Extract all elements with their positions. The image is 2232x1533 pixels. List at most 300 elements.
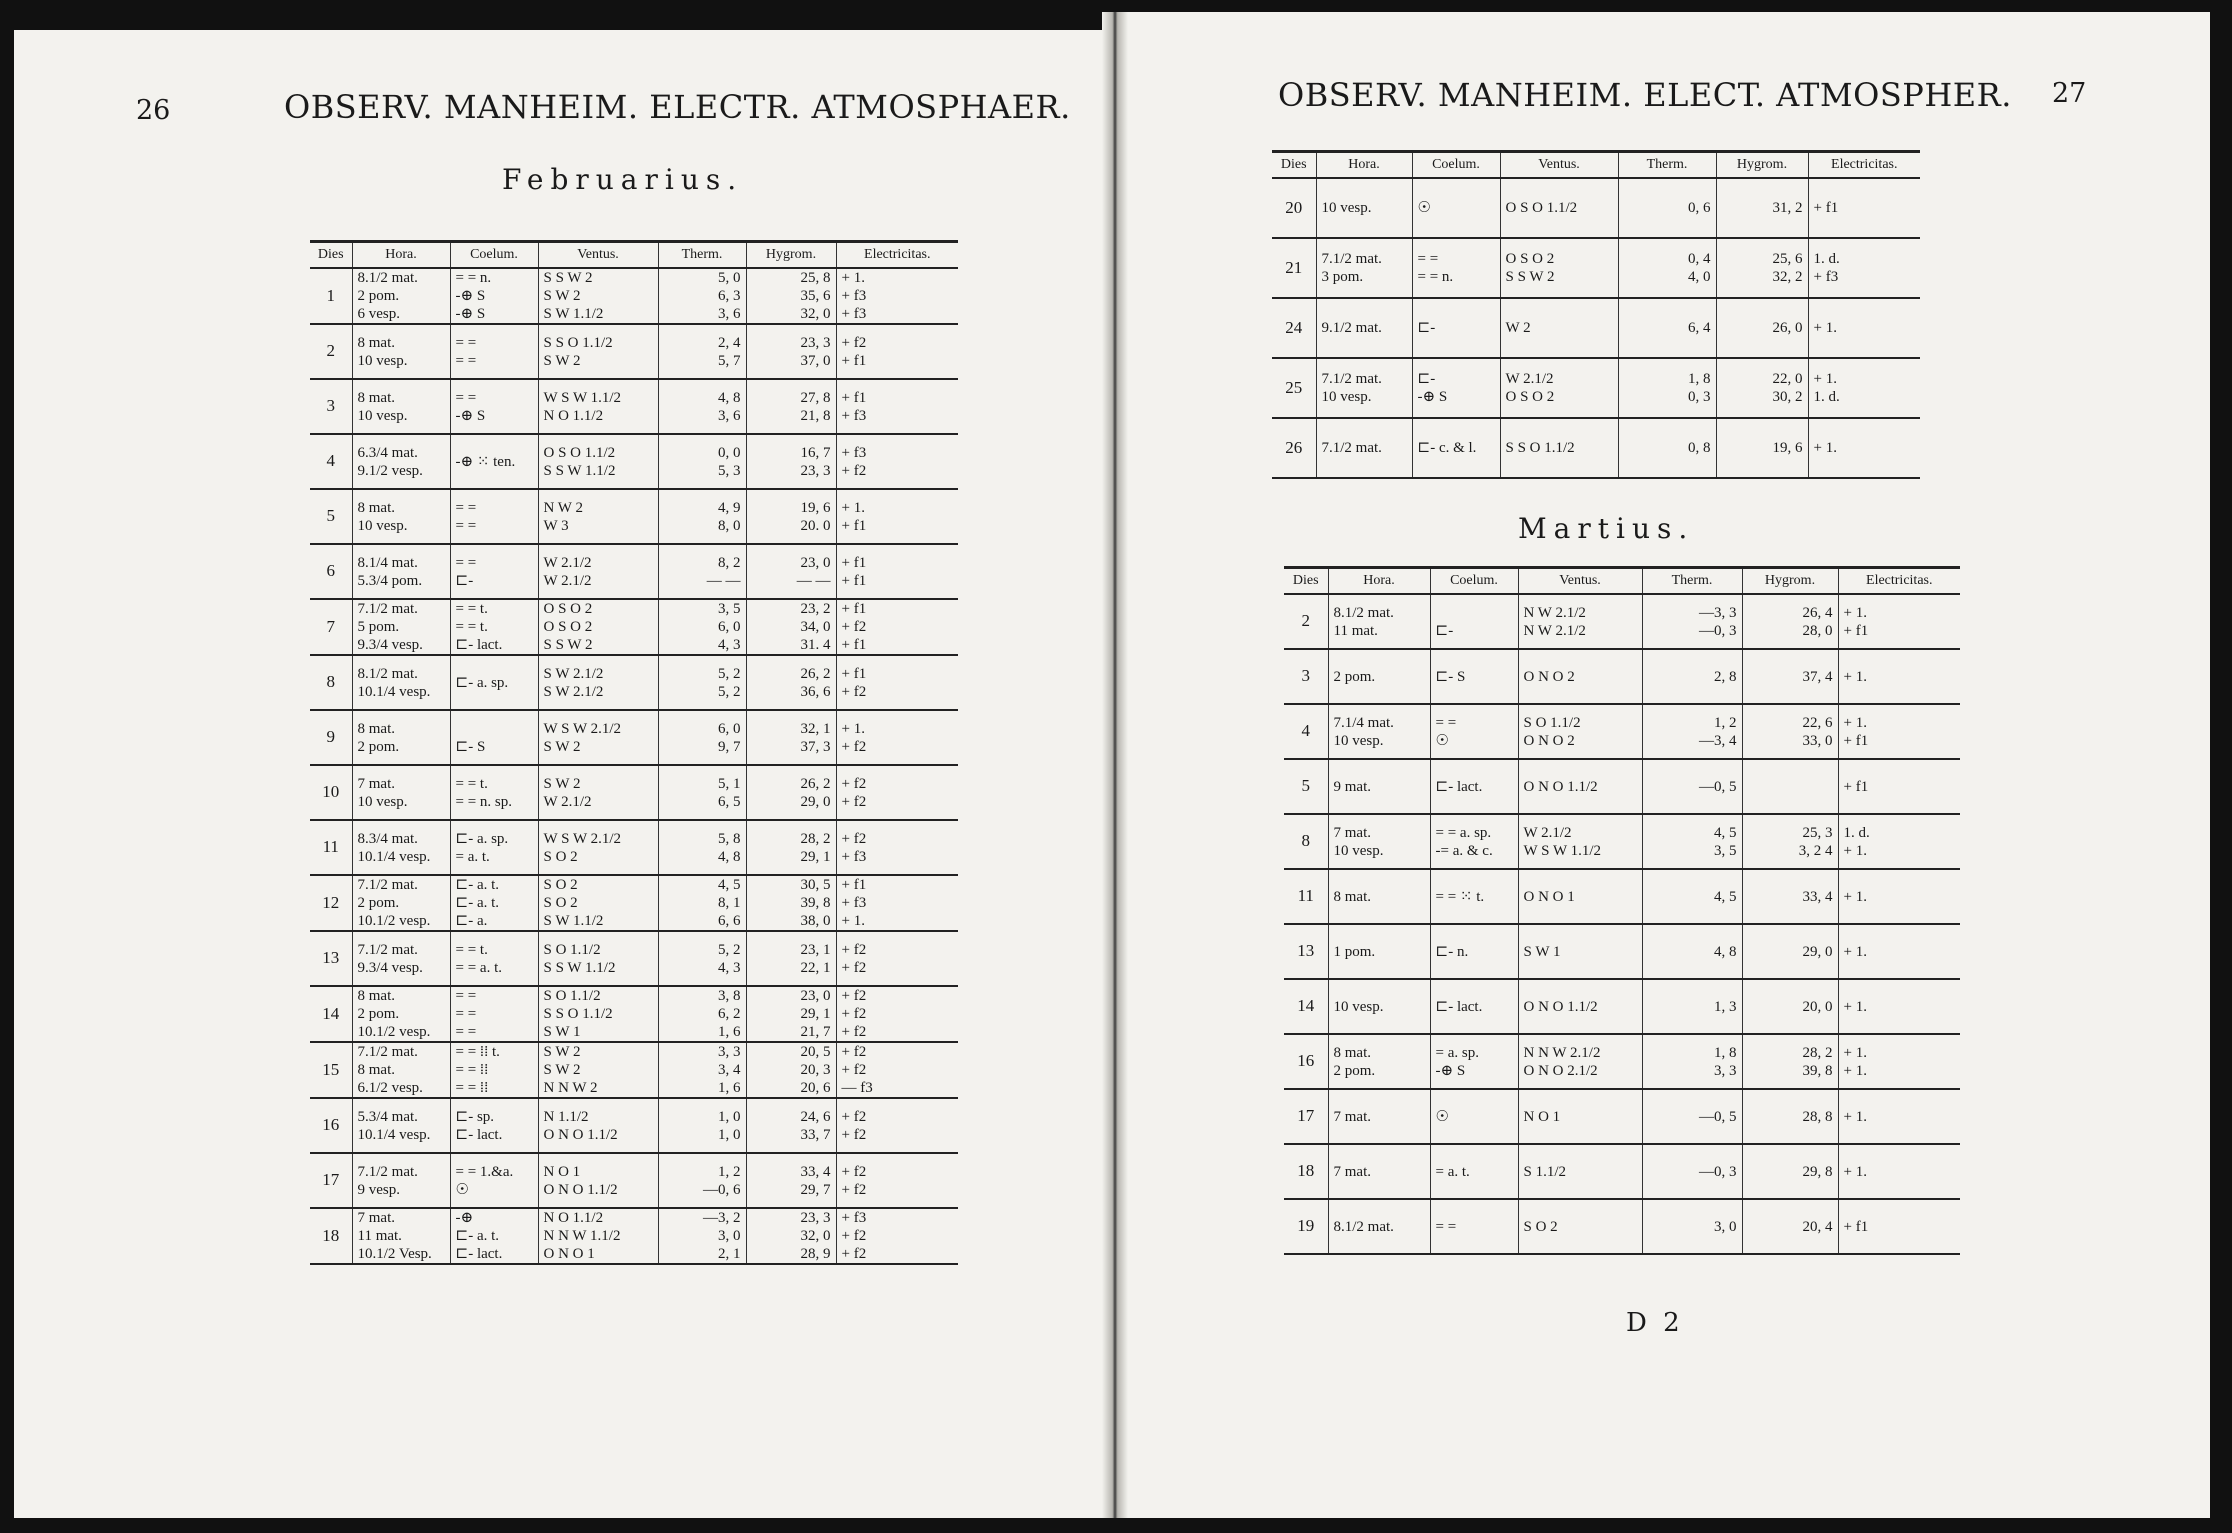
electricitas-cell: + 1. + f1 <box>1838 704 1960 759</box>
therm-cell: 1, 3 <box>1642 979 1742 1034</box>
table-row <box>1272 238 1920 298</box>
therm-cell: 6, 4 <box>1618 298 1716 358</box>
hora-cell: 8 mat. 10 vesp. <box>352 324 450 379</box>
dies-cell: 12 <box>322 892 340 912</box>
hora-cell: 7.1/2 mat. 9 vesp. <box>352 1153 450 1208</box>
table-header-row <box>1272 152 1920 179</box>
dies-cell: 7 <box>326 616 335 636</box>
dies-cell: 3 <box>1301 666 1310 686</box>
therm-cell: 5, 0 6, 3 3, 6 <box>658 268 746 324</box>
right-page-number: 27 <box>2052 78 2087 109</box>
column-header: Coelum. <box>1430 568 1518 595</box>
therm-cell: 0, 0 5, 3 <box>658 434 746 489</box>
electricitas-cell: + 1. + f2 <box>836 710 958 765</box>
therm-cell: 1, 2 —0, 6 <box>658 1153 746 1208</box>
dies-cell: 25 <box>1285 377 1303 397</box>
february-continuation-table <box>1272 150 1920 479</box>
table-row <box>310 875 958 931</box>
table-row <box>310 434 958 489</box>
hora-cell: 10 vesp. <box>1328 979 1430 1034</box>
therm-cell: 2, 4 5, 7 <box>658 324 746 379</box>
electricitas-cell: + f1 + f3 + 1. <box>836 875 958 931</box>
hora-cell: 7.1/2 mat. 10 vesp. <box>1316 358 1412 418</box>
coelum-cell: = = t. = = a. t. <box>450 931 538 986</box>
hygrom-cell: 23, 3 32, 0 28, 9 <box>746 1208 836 1264</box>
hygrom-cell: 28, 2 29, 1 <box>746 820 836 875</box>
column-header: Dies <box>1272 152 1316 179</box>
hygrom-cell: 25, 8 35, 6 32, 0 <box>746 268 836 324</box>
hygrom-cell: 24, 6 33, 7 <box>746 1098 836 1153</box>
table-row <box>310 489 958 544</box>
hygrom-cell: 23, 1 22, 1 <box>746 931 836 986</box>
ventus-cell: S S O 1.1/2 <box>1500 418 1618 478</box>
electricitas-cell: + f2 + f2 <box>836 765 958 820</box>
hora-cell: 7 mat. <box>1328 1089 1430 1144</box>
therm-cell: 4, 5 8, 1 6, 6 <box>658 875 746 931</box>
therm-cell: 4, 5 3, 5 <box>1642 814 1742 869</box>
coelum-cell: = = ⁞⁞ t. = = ⁞⁞ = = ⁞⁞ <box>450 1042 538 1098</box>
hygrom-cell: 26, 2 36, 6 <box>746 655 836 710</box>
electricitas-cell: + 1. <box>1838 869 1960 924</box>
coelum-cell: ⊏- a. t. ⊏- a. t. ⊏- a. <box>450 875 538 931</box>
electricitas-cell: + f1 <box>1838 759 1960 814</box>
hora-cell: 8 mat. 10 vesp. <box>352 379 450 434</box>
hora-cell: 8 mat. 2 pom. <box>1328 1034 1430 1089</box>
table-body <box>310 268 958 1264</box>
ventus-cell: W S W 2.1/2 S O 2 <box>538 820 658 875</box>
therm-cell: 0, 6 <box>1618 178 1716 238</box>
coelum-cell: ⊏- S <box>450 710 538 765</box>
dies-cell: 8 <box>326 672 335 692</box>
ventus-cell: S O 1.1/2 S S O 1.1/2 S W 1 <box>538 986 658 1042</box>
electricitas-cell: + f2 + f2 — f3 <box>836 1042 958 1098</box>
hora-cell: 9.1/2 mat. <box>1316 298 1412 358</box>
coelum-cell: ⊏- n. <box>1430 924 1518 979</box>
therm-cell: —3, 2 3, 0 2, 1 <box>658 1208 746 1264</box>
book-gutter <box>1102 12 1128 1518</box>
hora-cell: 2 pom. <box>1328 649 1430 704</box>
dies-cell: 26 <box>1285 437 1303 457</box>
column-header: Hygrom. <box>746 242 836 269</box>
dies-cell: 2 <box>326 341 335 361</box>
hygrom-cell: 26, 2 29, 0 <box>746 765 836 820</box>
electricitas-cell: + 1. + 1. <box>1838 1034 1960 1089</box>
therm-cell: —3, 3 —0, 3 <box>1642 594 1742 649</box>
column-header: Therm. <box>658 242 746 269</box>
hygrom-cell: 19, 6 <box>1716 418 1808 478</box>
electricitas-cell: + 1. <box>1838 979 1960 1034</box>
electricitas-cell: + 1. + f3 + f3 <box>836 268 958 324</box>
coelum-cell: = = <box>1430 1199 1518 1254</box>
column-header: Coelum. <box>450 242 538 269</box>
ventus-cell: W 2 <box>1500 298 1618 358</box>
hygrom-cell: 26, 4 28, 0 <box>1742 594 1838 649</box>
hora-cell: 5.3/4 mat. 10.1/4 vesp. <box>352 1098 450 1153</box>
coelum-cell: -⊕ ⊏- a. t. ⊏- lact. <box>450 1208 538 1264</box>
therm-cell: 3, 3 3, 4 1, 6 <box>658 1042 746 1098</box>
hygrom-cell: 23, 0 29, 1 21, 7 <box>746 986 836 1042</box>
hygrom-cell: 20, 5 20, 3 20, 6 <box>746 1042 836 1098</box>
electricitas-cell: + f1 <box>1838 1199 1960 1254</box>
table-row <box>310 1098 958 1153</box>
electricitas-cell: + f2 + f1 <box>836 324 958 379</box>
coelum-cell: = a. sp. -⊕ S <box>1430 1034 1518 1089</box>
therm-cell: 5, 8 4, 8 <box>658 820 746 875</box>
coelum-cell: ⊏- <box>1412 298 1500 358</box>
ventus-cell: W 2.1/2 W 2.1/2 <box>538 544 658 599</box>
hygrom-cell: 30, 5 39, 8 38, 0 <box>746 875 836 931</box>
table-body <box>1272 178 1920 478</box>
column-header: Hygrom. <box>1742 568 1838 595</box>
hora-cell: 7 mat. <box>1328 1144 1430 1199</box>
dies-cell: 13 <box>1297 941 1315 961</box>
ventus-cell: S W 2 S W 2 N N W 2 <box>538 1042 658 1098</box>
dies-cell: 18 <box>322 1225 340 1245</box>
hora-cell: 9 mat. <box>1328 759 1430 814</box>
hora-cell: 7 mat. 10 vesp. <box>1328 814 1430 869</box>
hygrom-cell: 37, 4 <box>1742 649 1838 704</box>
therm-cell: 8, 2 — — <box>658 544 746 599</box>
ventus-cell: S O 2 <box>1518 1199 1642 1254</box>
table-row <box>310 655 958 710</box>
therm-cell: 4, 8 <box>1642 924 1742 979</box>
hygrom-cell: 23, 3 37, 0 <box>746 324 836 379</box>
ventus-cell: S W 2 W 2.1/2 <box>538 765 658 820</box>
hora-cell: 10 vesp. <box>1316 178 1412 238</box>
table-header-row <box>1284 568 1960 595</box>
table-row <box>1272 178 1920 238</box>
coelum-cell: ⊏- sp. ⊏- lact. <box>450 1098 538 1153</box>
column-header: Electricitas. <box>1838 568 1960 595</box>
hygrom-cell: 29, 8 <box>1742 1144 1838 1199</box>
therm-cell: 5, 2 4, 3 <box>658 931 746 986</box>
hygrom-cell: 33, 4 <box>1742 869 1838 924</box>
coelum-cell: = = ⊏- <box>450 544 538 599</box>
hygrom-cell: 22, 6 33, 0 <box>1742 704 1838 759</box>
electricitas-cell: + f2 + f2 <box>836 931 958 986</box>
ventus-cell: W S W 1.1/2 N O 1.1/2 <box>538 379 658 434</box>
coelum-cell: = = ☉ <box>1430 704 1518 759</box>
ventus-cell: O S O 2 O S O 2 S S W 2 <box>538 599 658 655</box>
table-row <box>1284 979 1960 1034</box>
dies-cell: 9 <box>326 727 335 747</box>
coelum-cell: ⊏- -⊕ S <box>1412 358 1500 418</box>
electricitas-cell: + f3 + f2 + f2 <box>836 1208 958 1264</box>
table-row <box>310 1042 958 1098</box>
hora-cell: 1 pom. <box>1328 924 1430 979</box>
ventus-cell: O N O 2 <box>1518 649 1642 704</box>
column-header: Therm. <box>1618 152 1716 179</box>
dies-cell: 16 <box>322 1115 340 1135</box>
hygrom-cell: 27, 8 21, 8 <box>746 379 836 434</box>
hora-cell: 7.1/2 mat. 2 pom. 10.1/2 vesp. <box>352 875 450 931</box>
table-row <box>1284 759 1960 814</box>
ventus-cell: N 1.1/2 O N O 1.1/2 <box>538 1098 658 1153</box>
hora-cell: 8.1/2 mat. <box>1328 1199 1430 1254</box>
hora-cell: 8.3/4 mat. 10.1/4 vesp. <box>352 820 450 875</box>
ventus-cell: O S O 1.1/2 <box>1500 178 1618 238</box>
coelum-cell: = = = = <box>450 324 538 379</box>
hygrom-cell: 16, 7 23, 3 <box>746 434 836 489</box>
electricitas-cell: + 1. + f1 <box>836 489 958 544</box>
coelum-cell: = = t. = = n. sp. <box>450 765 538 820</box>
coelum-cell: = = = = <box>450 489 538 544</box>
therm-cell: 3, 8 6, 2 1, 6 <box>658 986 746 1042</box>
column-header: Electricitas. <box>1808 152 1920 179</box>
electricitas-cell: + f2 + f2 <box>836 1098 958 1153</box>
table-row <box>310 931 958 986</box>
coelum-cell: ⊏- S <box>1430 649 1518 704</box>
hora-cell: 8.1/2 mat. 2 pom. 6 vesp. <box>352 268 450 324</box>
table-row <box>310 1153 958 1208</box>
dies-cell: 17 <box>322 1170 340 1190</box>
column-header: Coelum. <box>1412 152 1500 179</box>
hora-cell: 7.1/2 mat. 9.3/4 vesp. <box>352 931 450 986</box>
table-row <box>310 268 958 324</box>
dies-cell: 14 <box>1297 996 1315 1016</box>
electricitas-cell: + 1. <box>1838 1089 1960 1144</box>
therm-cell: 1, 8 3, 3 <box>1642 1034 1742 1089</box>
ventus-cell: N N W 2.1/2 O N O 2.1/2 <box>1518 1034 1642 1089</box>
hora-cell: 8 mat. <box>1328 869 1430 924</box>
right-running-head: OBSERV. MANHEIM. ELECT. ATMOSPHER. <box>1278 76 2012 114</box>
hora-cell: 7.1/2 mat. <box>1316 418 1412 478</box>
ventus-cell: S 1.1/2 <box>1518 1144 1642 1199</box>
table-row <box>1284 594 1960 649</box>
electricitas-cell: + f1 <box>1808 178 1920 238</box>
coelum-cell: ⊏- c. & l. <box>1412 418 1500 478</box>
ventus-cell: O N O 1.1/2 <box>1518 759 1642 814</box>
electricitas-cell: + 1. 1. d. <box>1808 358 1920 418</box>
coelum-cell: ⊏- <box>1430 594 1518 649</box>
column-header: Hora. <box>1328 568 1430 595</box>
electricitas-cell: + f3 + f2 <box>836 434 958 489</box>
hygrom-cell: 29, 0 <box>1742 924 1838 979</box>
dies-cell: 8 <box>1301 831 1310 851</box>
hora-cell: 7.1/2 mat. 5 pom. 9.3/4 vesp. <box>352 599 450 655</box>
table-row <box>1284 814 1960 869</box>
signature-mark: D 2 <box>1626 1308 1684 1338</box>
table-row <box>310 599 958 655</box>
coelum-cell: = = = = n. <box>1412 238 1500 298</box>
coelum-cell: ⊏- a. sp. = a. t. <box>450 820 538 875</box>
dies-cell: 3 <box>326 396 335 416</box>
hygrom-cell: 28, 8 <box>1742 1089 1838 1144</box>
ventus-cell: O N O 1.1/2 <box>1518 979 1642 1034</box>
left-running-head: OBSERV. MANHEIM. ELECTR. ATMOSPHAER. <box>284 88 1071 126</box>
column-header: Ventus. <box>538 242 658 269</box>
therm-cell: 0, 4 4, 0 <box>1618 238 1716 298</box>
electricitas-cell: + f2 + f2 + f2 <box>836 986 958 1042</box>
therm-cell: 1, 8 0, 3 <box>1618 358 1716 418</box>
dies-cell: 13 <box>322 948 340 968</box>
hora-cell: 7.1/4 mat. 10 vesp. <box>1328 704 1430 759</box>
dies-cell: 14 <box>322 1003 340 1023</box>
dies-cell: 11 <box>322 837 339 857</box>
coelum-cell: ⊏- lact. <box>1430 759 1518 814</box>
ventus-cell: N W 2 W 3 <box>538 489 658 544</box>
electricitas-cell: + 1. <box>1808 418 1920 478</box>
ventus-cell: S O 2 S O 2 S W 1.1/2 <box>538 875 658 931</box>
coelum-cell: -⊕ ⁙ ten. <box>450 434 538 489</box>
dies-cell: 16 <box>1297 1051 1315 1071</box>
coelum-cell: ⊏- lact. <box>1430 979 1518 1034</box>
ventus-cell: W 2.1/2 W S W 1.1/2 <box>1518 814 1642 869</box>
ventus-cell: S S W 2 S W 2 S W 1.1/2 <box>538 268 658 324</box>
table-row <box>1272 418 1920 478</box>
electricitas-cell: + f1 + f3 <box>836 379 958 434</box>
electricitas-cell: 1. d. + f3 <box>1808 238 1920 298</box>
february-table <box>310 240 958 1265</box>
coelum-cell: = = -⊕ S <box>450 379 538 434</box>
hora-cell: 8.1/4 mat. 5.3/4 pom. <box>352 544 450 599</box>
dies-cell: 4 <box>1301 721 1310 741</box>
therm-cell: 2, 8 <box>1642 649 1742 704</box>
ventus-cell: N O 1.1/2 N N W 1.1/2 O N O 1 <box>538 1208 658 1264</box>
coelum-cell: ⊏- a. sp. <box>450 655 538 710</box>
march-table <box>1284 566 1960 1255</box>
table-row <box>1272 298 1920 358</box>
hora-cell: 7.1/2 mat. 8 mat. 6.1/2 vesp. <box>352 1042 450 1098</box>
therm-cell: 4, 8 3, 6 <box>658 379 746 434</box>
coelum-cell: ☉ <box>1430 1089 1518 1144</box>
table-row <box>310 710 958 765</box>
column-header: Electricitas. <box>836 242 958 269</box>
dies-cell: 10 <box>322 782 340 802</box>
electricitas-cell: + 1. + f1 <box>1838 594 1960 649</box>
therm-cell: —0, 3 <box>1642 1144 1742 1199</box>
table-row <box>310 986 958 1042</box>
dies-cell: 21 <box>1285 257 1303 277</box>
table-row <box>310 324 958 379</box>
dies-cell: 1 <box>326 285 335 305</box>
hygrom-cell: 28, 2 39, 8 <box>1742 1034 1838 1089</box>
dies-cell: 5 <box>326 506 335 526</box>
table-row <box>310 379 958 434</box>
electricitas-cell: + f2 + f3 <box>836 820 958 875</box>
hora-cell: 6.3/4 mat. 9.1/2 vesp. <box>352 434 450 489</box>
table-row <box>310 544 958 599</box>
therm-cell: 6, 0 9, 7 <box>658 710 746 765</box>
column-header: Ventus. <box>1518 568 1642 595</box>
column-header: Therm. <box>1642 568 1742 595</box>
electricitas-cell: + f1 + f2 + f1 <box>836 599 958 655</box>
therm-cell: —0, 5 <box>1642 759 1742 814</box>
hygrom-cell: 25, 6 32, 2 <box>1716 238 1808 298</box>
ventus-cell: W S W 2.1/2 S W 2 <box>538 710 658 765</box>
therm-cell: 0, 8 <box>1618 418 1716 478</box>
dies-cell: 5 <box>1301 776 1310 796</box>
dies-cell: 4 <box>326 451 335 471</box>
column-header: Hora. <box>352 242 450 269</box>
table-row <box>1284 869 1960 924</box>
dies-cell: 18 <box>1297 1161 1315 1181</box>
electricitas-cell: + f2 + f2 <box>836 1153 958 1208</box>
table-body <box>1284 594 1960 1254</box>
march-title: Martius. <box>1518 512 1695 545</box>
dies-cell: 19 <box>1297 1216 1315 1236</box>
hygrom-cell: 23, 0 — — <box>746 544 836 599</box>
ventus-cell: N O 1 <box>1518 1089 1642 1144</box>
coelum-cell: = = t. = = t. ⊏- lact. <box>450 599 538 655</box>
table-row <box>1284 924 1960 979</box>
table-row <box>1284 704 1960 759</box>
hora-cell: 7.1/2 mat. 3 pom. <box>1316 238 1412 298</box>
hora-cell: 8 mat. 2 pom. 10.1/2 vesp. <box>352 986 450 1042</box>
hora-cell: 8.1/2 mat. 11 mat. <box>1328 594 1430 649</box>
table-row <box>310 1208 958 1264</box>
dies-cell: 2 <box>1301 611 1310 631</box>
electricitas-cell: + f1 + f1 <box>836 544 958 599</box>
ventus-cell: W 2.1/2 O S O 2 <box>1500 358 1618 418</box>
coelum-cell: = = 1.&a. ☉ <box>450 1153 538 1208</box>
coelum-cell: = = a. sp. -= a. & c. <box>1430 814 1518 869</box>
therm-cell: 4, 9 8, 0 <box>658 489 746 544</box>
therm-cell: 4, 5 <box>1642 869 1742 924</box>
hygrom-cell: 26, 0 <box>1716 298 1808 358</box>
table-row <box>310 765 958 820</box>
coelum-cell: = a. t. <box>1430 1144 1518 1199</box>
hygrom-cell: 32, 1 37, 3 <box>746 710 836 765</box>
ventus-cell: N W 2.1/2 N W 2.1/2 <box>1518 594 1642 649</box>
therm-cell: 1, 0 1, 0 <box>658 1098 746 1153</box>
electricitas-cell: 1. d. + 1. <box>1838 814 1960 869</box>
therm-cell: 5, 1 6, 5 <box>658 765 746 820</box>
table-row <box>1284 1089 1960 1144</box>
ventus-cell: S W 1 <box>1518 924 1642 979</box>
hygrom-cell: 25, 3 3, 2 4 <box>1742 814 1838 869</box>
hygrom-cell: 22, 0 30, 2 <box>1716 358 1808 418</box>
coelum-cell: = = ⁙ t. <box>1430 869 1518 924</box>
hora-cell: 8.1/2 mat. 10.1/4 vesp. <box>352 655 450 710</box>
table-row <box>1284 1034 1960 1089</box>
column-header: Ventus. <box>1500 152 1618 179</box>
hygrom-cell: 31, 2 <box>1716 178 1808 238</box>
table-header-row <box>310 242 958 269</box>
hygrom-cell: 20, 0 <box>1742 979 1838 1034</box>
table-row <box>1284 1199 1960 1254</box>
dies-cell: 6 <box>326 561 335 581</box>
column-header: Dies <box>1284 568 1328 595</box>
column-header: Hora. <box>1316 152 1412 179</box>
table-row <box>310 820 958 875</box>
dies-cell: 17 <box>1297 1106 1315 1126</box>
dies-cell: 11 <box>1297 886 1314 906</box>
therm-cell: 3, 0 <box>1642 1199 1742 1254</box>
february-title: Februarius. <box>502 163 744 196</box>
coelum-cell: = = = = = = <box>450 986 538 1042</box>
table-row <box>1284 649 1960 704</box>
table-row <box>1272 358 1920 418</box>
therm-cell: 3, 5 6, 0 4, 3 <box>658 599 746 655</box>
ventus-cell: O N O 1 <box>1518 869 1642 924</box>
therm-cell: 5, 2 5, 2 <box>658 655 746 710</box>
coelum-cell: ☉ <box>1412 178 1500 238</box>
dies-cell: 24 <box>1285 317 1303 337</box>
dies-cell: 20 <box>1285 197 1303 217</box>
electricitas-cell: + 1. <box>1838 1144 1960 1199</box>
therm-cell: 1, 2 —3, 4 <box>1642 704 1742 759</box>
ventus-cell: O S O 2 S S W 2 <box>1500 238 1618 298</box>
hygrom-cell <box>1742 759 1838 814</box>
hora-cell: 7 mat. 10 vesp. <box>352 765 450 820</box>
electricitas-cell: + 1. <box>1808 298 1920 358</box>
electricitas-cell: + 1. <box>1838 649 1960 704</box>
hora-cell: 8 mat. 10 vesp. <box>352 489 450 544</box>
electricitas-cell: + 1. <box>1838 924 1960 979</box>
hygrom-cell: 23, 2 34, 0 31. 4 <box>746 599 836 655</box>
column-header: Hygrom. <box>1716 152 1808 179</box>
